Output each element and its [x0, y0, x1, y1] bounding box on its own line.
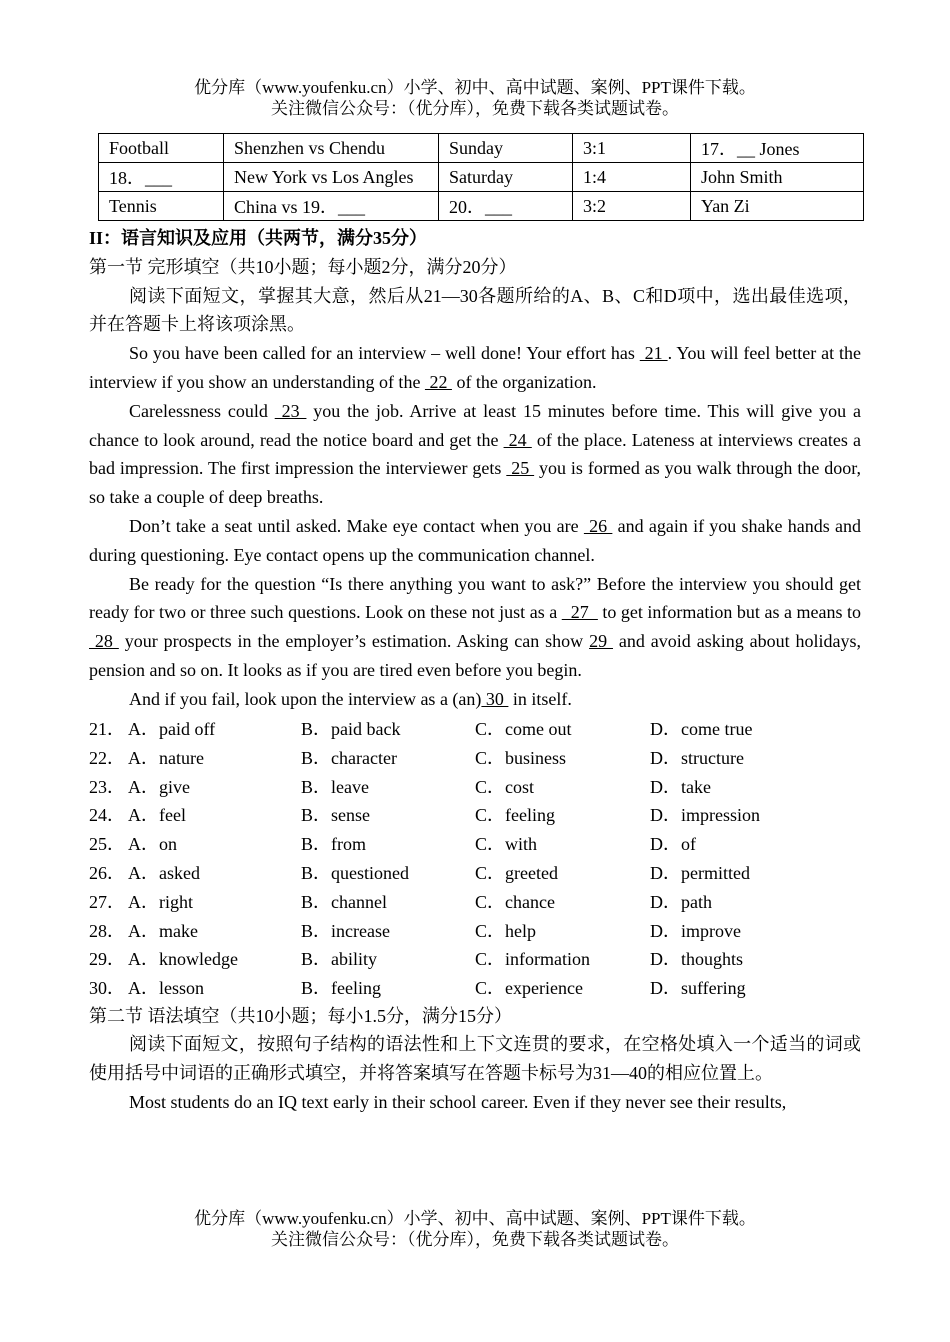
blank-22: 22: [424, 371, 452, 392]
question-row: [89, 829, 861, 858]
option-a: A．lesson: [128, 978, 204, 999]
table-cell: New York vs Los Angles: [224, 163, 439, 192]
question-row: [89, 886, 861, 915]
page-header: [0, 77, 950, 119]
question-number: 24．: [89, 805, 125, 826]
main-content: [89, 224, 861, 1117]
footer-line-2: 关注微信公众号：（优分库），免费下载各类试题试卷。: [271, 1230, 679, 1249]
passage-text: in itself.: [508, 688, 572, 709]
question-row: [89, 973, 861, 1002]
blank-24: 24: [503, 429, 532, 450]
option-a: A．feel: [128, 805, 186, 826]
option-d: D．of: [650, 834, 696, 855]
table-cell: John Smith: [691, 163, 864, 192]
blank-21: 21: [639, 343, 668, 364]
blank-26: 26: [583, 515, 613, 536]
passage-text: to get information but as a means to: [597, 602, 861, 623]
table-cell: 17．__ Jones: [691, 134, 864, 163]
part1-title: 第一节 完形填空（共10小题；每小题2分，满分20分）: [89, 256, 517, 277]
blank-29: 29: [589, 631, 613, 652]
header-line-1: 优分库（www.youfenku.cn）小学、初中、高中试题、案例、PPT课件下载。: [194, 78, 756, 97]
question-number: 21．: [89, 718, 125, 739]
table-cell: Saturday: [439, 163, 573, 192]
part2-instructions: 阅读下面短文，按照句子结构的语法性和上下文连贯的要求，在空格处填入一个适当的词或使用括号中词语的正确形式填空，并将答案填写在答题卡标号为31—40的相应位置上。: [89, 1034, 861, 1084]
page-footer: [0, 1208, 950, 1250]
option-d: D．permitted: [650, 862, 750, 883]
table-row: [99, 163, 864, 192]
passage-text: And if you fail, look upon the interview as a (an): [129, 688, 482, 709]
option-b: B．from: [301, 834, 366, 855]
table-cell: 3:2: [573, 192, 691, 221]
passage-text: . You will feel better at the interview if you show an understanding of the: [89, 343, 862, 392]
question-number: 26．: [89, 862, 125, 883]
passage-text: Be ready for the question “Is there anything you want to ask?” Before the interview you should get ready for two or three such questions. Look on these not just as a: [89, 573, 861, 623]
blank-30: 30: [481, 688, 509, 709]
option-c: C．greeted: [475, 862, 558, 883]
option-a: A．give: [128, 776, 190, 797]
question-number: 27．: [89, 891, 125, 912]
passage-text: Don’t take a seat until asked. Make eye contact when you are: [129, 515, 584, 536]
table-cell: Football: [99, 134, 224, 163]
question-row: [89, 858, 861, 887]
option-a: A．make: [128, 920, 198, 941]
option-c: C．chance: [475, 891, 555, 912]
option-b: B．increase: [301, 920, 390, 941]
option-b: B．paid back: [301, 718, 401, 739]
table-cell: Sunday: [439, 134, 573, 163]
option-a: A．knowledge: [128, 949, 238, 970]
question-row: [89, 915, 861, 944]
question-number: 30．: [89, 978, 125, 999]
passage-paragraph: [89, 397, 861, 512]
passage-paragraph: [89, 339, 861, 397]
question-number: 29．: [89, 949, 125, 970]
table-cell: 1:4: [573, 163, 691, 192]
passage-text: of the organization.: [451, 371, 597, 392]
part2-passage: Most students do an IQ text early in their school career. Even if they never see their results,: [129, 1091, 787, 1112]
passage-paragraph: [89, 512, 861, 570]
option-b: B．channel: [301, 891, 387, 912]
option-b: B．leave: [301, 776, 369, 797]
option-d: D．suffering: [650, 978, 746, 999]
table-row: [99, 134, 864, 163]
passage-text: Carelessness could: [129, 400, 275, 421]
option-c: C．business: [475, 747, 567, 768]
option-b: B．questioned: [301, 862, 409, 883]
option-d: D．impression: [650, 805, 760, 826]
passage-paragraph: [89, 685, 861, 714]
table-row: [99, 192, 864, 221]
question-row: [89, 714, 861, 743]
option-a: A．on: [128, 834, 177, 855]
passage-text: you is formed as you walk through the door, so take a couple of deep breaths.: [89, 458, 861, 508]
option-d: D．take: [650, 776, 711, 797]
option-d: D．improve: [650, 920, 741, 941]
option-c: C．help: [475, 920, 536, 941]
table-cell: 3:1: [573, 134, 691, 163]
question-row: [89, 944, 861, 973]
section-title: II：语言知识及应用（共两节，满分35分）: [89, 228, 428, 248]
passage-text: you the job. Arrive at least 15 minutes before time. This will give you a chance to look around, read the notice board and get the: [89, 400, 861, 450]
question-number: 22．: [89, 747, 125, 768]
question-row: [89, 771, 861, 800]
blank-25: 25: [506, 458, 535, 479]
table-cell: Tennis: [99, 192, 224, 221]
option-a: A．nature: [128, 747, 204, 768]
table-cell: Shenzhen vs Chendu: [224, 134, 439, 163]
schedule-table: [98, 133, 864, 221]
option-d: D．structure: [650, 747, 744, 768]
passage-text: and avoid asking about holidays, pension and so on. It looks as if you are tired even before you begin.: [89, 631, 862, 680]
option-d: D．come true: [650, 718, 753, 739]
blank-28: 28: [89, 631, 119, 652]
table-cell: China vs 19．___: [224, 192, 439, 221]
blank-23: 23: [274, 400, 307, 421]
option-c: C．information: [475, 949, 590, 970]
option-a: A．paid off: [128, 718, 216, 739]
option-d: D．thoughts: [650, 949, 744, 970]
passage-text: and again if you shake hands and during questioning. Eye contact opens up the communication channel.: [89, 515, 861, 565]
part1-instructions: 阅读下面短文，掌握其大意，然后从21—30各题所给的A、B、C和D项中，选出最佳选项，并在答题卡上将该项涂黑。: [89, 285, 861, 335]
header-line-2: 关注微信公众号：（优分库），免费下载各类试题试卷。: [271, 99, 679, 118]
option-b: B．feeling: [301, 978, 381, 999]
option-c: C．with: [475, 834, 538, 855]
table-cell: Yan Zi: [691, 192, 864, 221]
options-table: [89, 714, 861, 1002]
table-cell: 20．___: [439, 192, 573, 221]
option-a: A．asked: [128, 862, 200, 883]
blank-27: 27: [561, 602, 598, 623]
question-row: [89, 742, 861, 771]
passage-text: So you have been called for an interview – well done! Your effort has: [129, 343, 640, 364]
question-number: 28．: [89, 920, 125, 941]
option-b: B．character: [301, 747, 397, 768]
option-c: C．feeling: [475, 805, 555, 826]
option-b: B．sense: [301, 805, 370, 826]
option-d: D．path: [650, 891, 712, 912]
question-number: 25．: [89, 834, 125, 855]
table-cell: 18．___: [99, 163, 224, 192]
question-number: 23．: [89, 776, 125, 797]
option-c: C．experience: [475, 978, 583, 999]
passage-text: your prospects in the employer’s estimation. Asking can show: [118, 631, 590, 652]
passage-paragraph: [89, 570, 861, 685]
option-b: B．ability: [301, 949, 377, 970]
passage-text: of the place. Lateness at interviews creates a bad impression. The first impression the interviewer gets: [89, 429, 862, 479]
question-row: [89, 800, 861, 829]
option-a: A．right: [128, 891, 193, 912]
part2-title: 第二节 语法填空（共10小题；每小1.5分，满分15分）: [89, 1005, 512, 1026]
footer-line-1: 优分库（www.youfenku.cn）小学、初中、高中试题、案例、PPT课件下载。: [194, 1209, 756, 1228]
option-c: C．come out: [475, 718, 572, 739]
option-c: C．cost: [475, 776, 535, 797]
